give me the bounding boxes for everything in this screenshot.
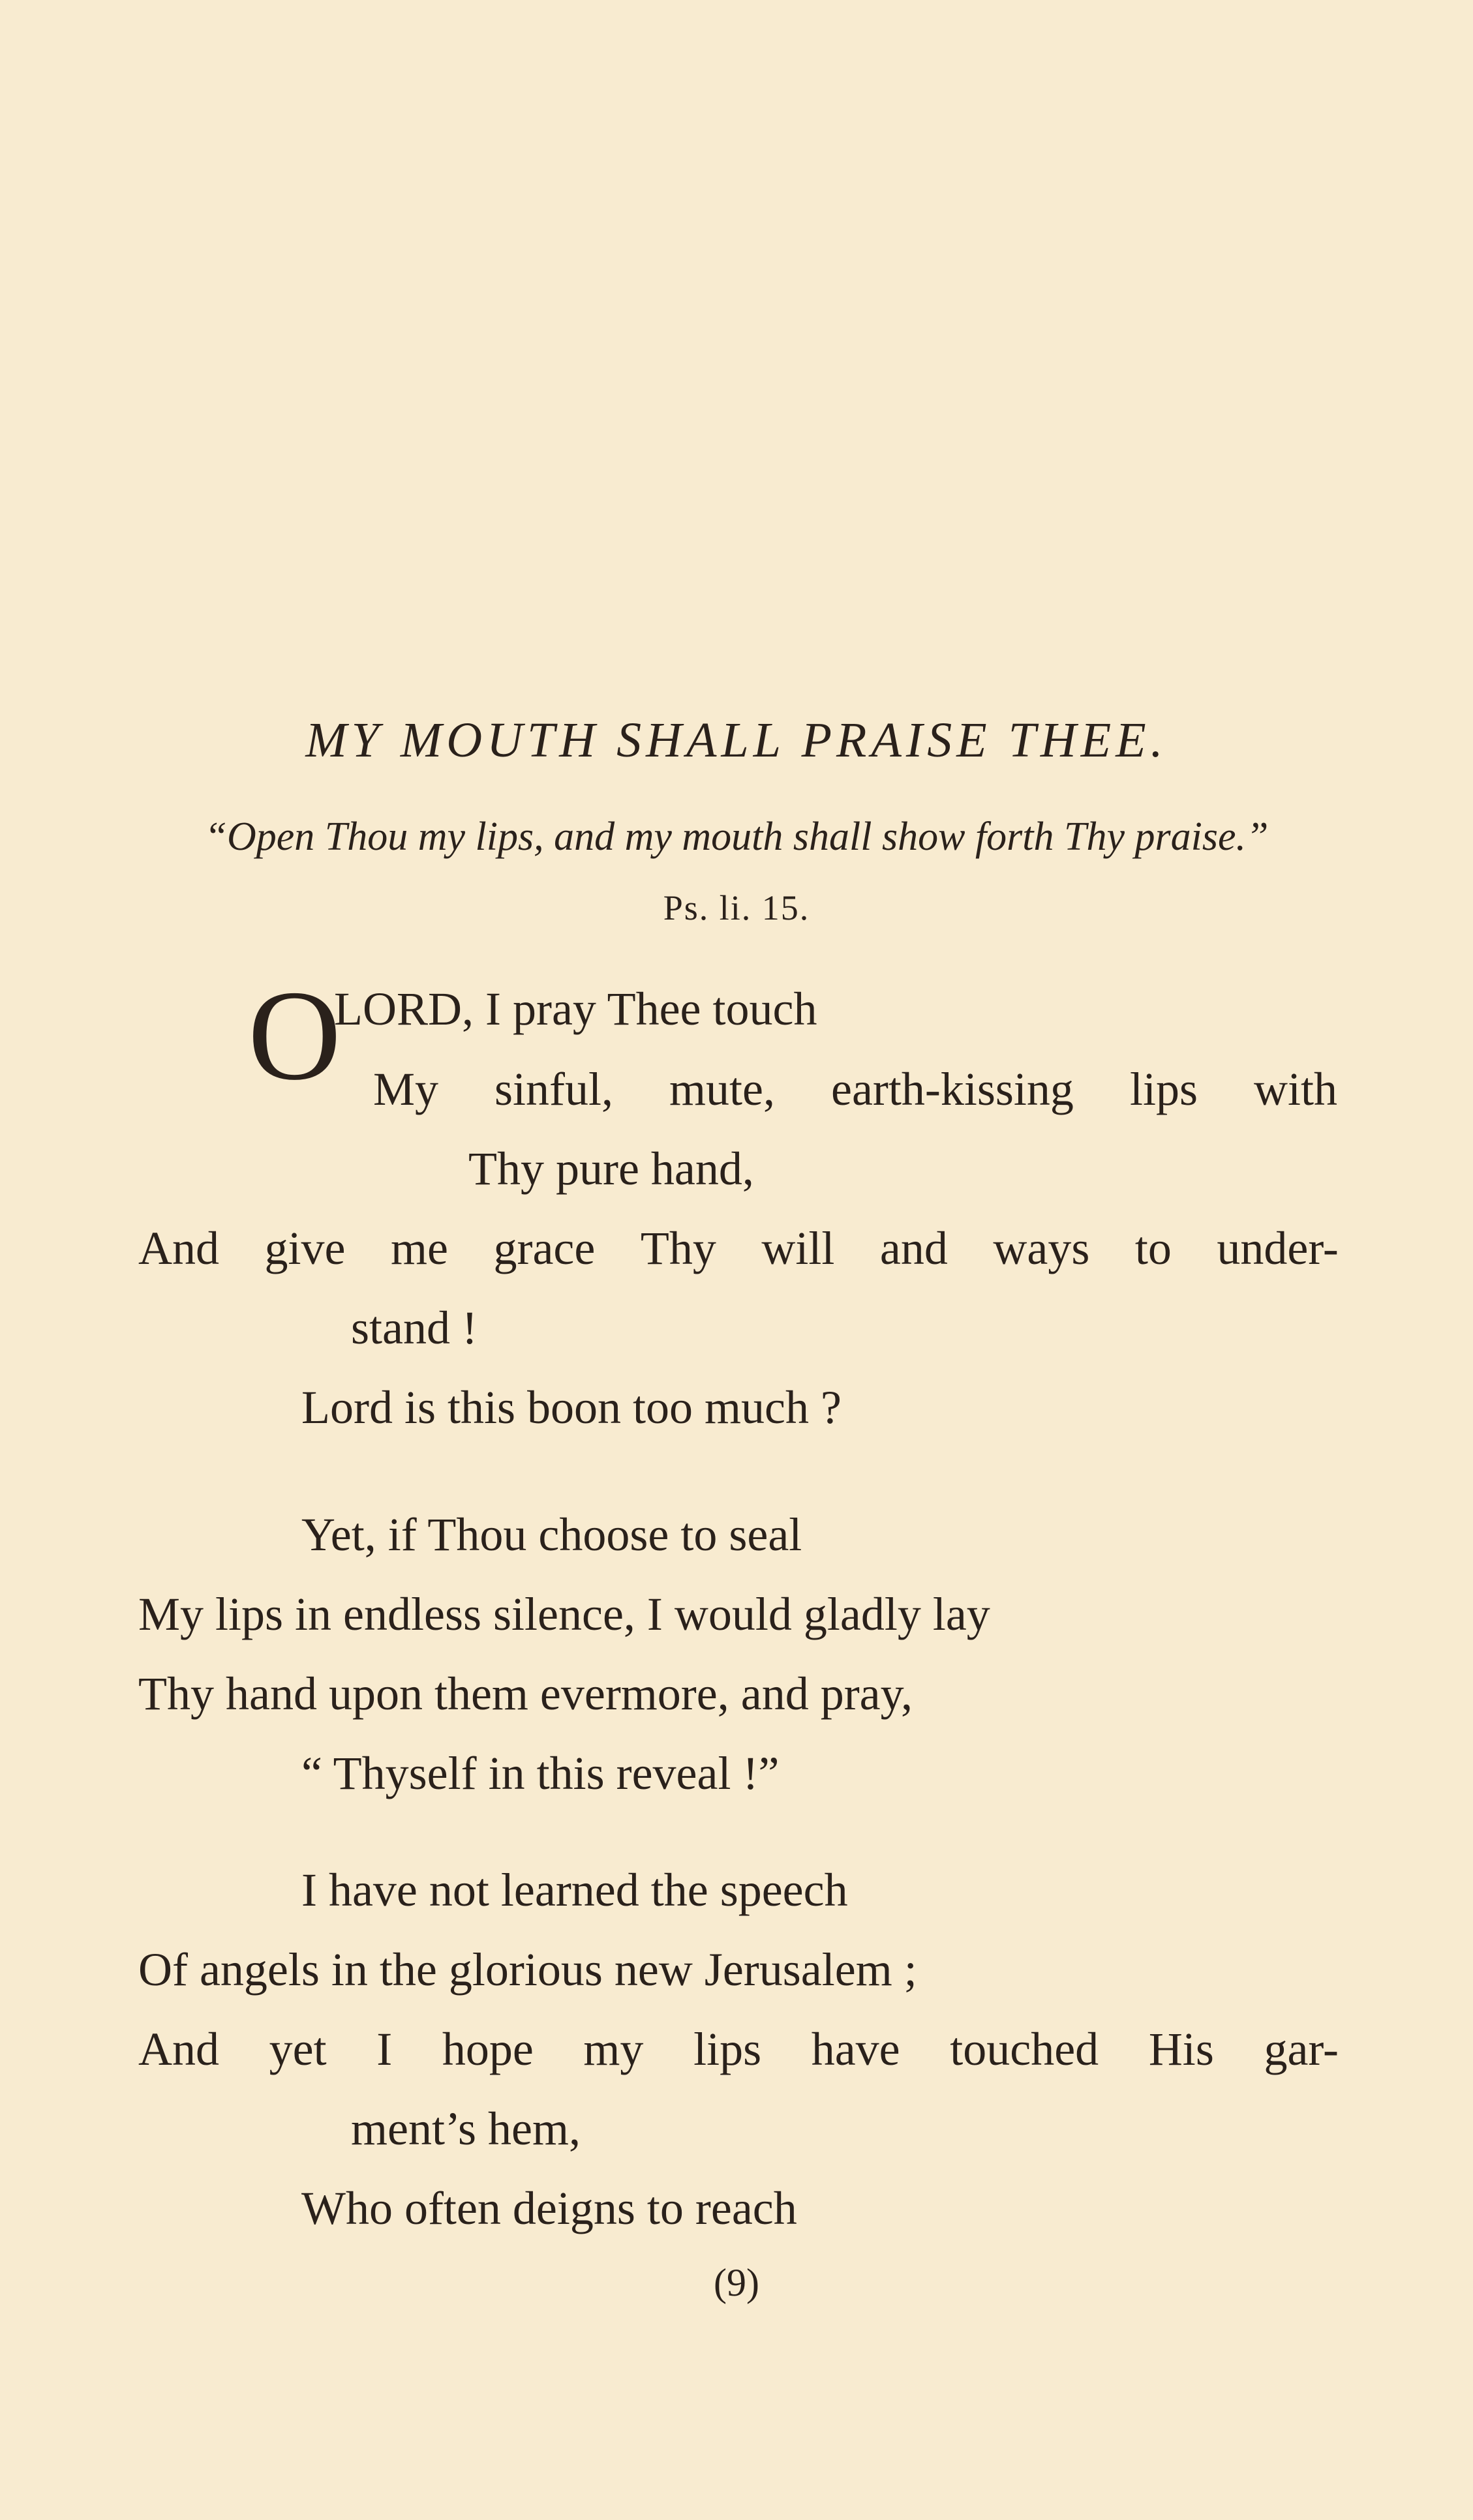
- stanza3-line2: Of angels in the glorious new Jerusalem ;: [138, 1943, 917, 1996]
- word: hope: [442, 2023, 534, 2075]
- word: His: [1148, 2023, 1214, 2075]
- word: and: [879, 1222, 948, 1274]
- word: mute,: [669, 1063, 776, 1115]
- stanza3-line1: I have not learned the speech: [301, 1864, 848, 1916]
- stanza3-line5: Who often deigns to reach: [301, 2182, 797, 2234]
- stanza3-line3: [138, 2017, 1339, 2082]
- word: with: [1253, 1063, 1337, 1115]
- stanza2-line1: Yet, if Thou choose to seal: [301, 1508, 802, 1561]
- word: lips: [1129, 1063, 1198, 1115]
- stanza1-line4: [138, 1216, 1339, 1281]
- word: Thy: [640, 1222, 716, 1274]
- word: yet: [269, 2023, 327, 2075]
- stanza3-line4: ment’s hem,: [351, 2103, 581, 2155]
- stanza2-line3: Thy hand upon them evermore, and pray,: [138, 1668, 913, 1720]
- epigraph-quote: “Open Thou my lips, and my mouth shall show forth Thy praise.”: [204, 815, 1269, 859]
- word: under-: [1217, 1222, 1339, 1274]
- word: my: [583, 2023, 644, 2075]
- stanza1-line1: LORD, I pray Thee touch: [334, 983, 817, 1035]
- stanza2-line4: “ Thyself in this reveal !”: [301, 1747, 780, 1799]
- page-number: (9): [714, 2261, 759, 2304]
- epigraph-citation: Ps. li. 15.: [663, 888, 810, 927]
- stanza1-line3: Thy pure hand,: [468, 1143, 754, 1195]
- word: have: [811, 2023, 900, 2075]
- word: gar-: [1264, 2023, 1339, 2075]
- stanza1-line2: [373, 1057, 1337, 1122]
- word: touched: [950, 2023, 1099, 2075]
- stanza2-line2: My lips in endless silence, I would gladly lay: [138, 1588, 990, 1640]
- word: My: [373, 1063, 439, 1115]
- poem-title: MY MOUTH SHALL PRAISE THEE.: [305, 713, 1168, 768]
- word: And: [138, 2023, 219, 2075]
- drop-cap: O: [248, 964, 341, 1107]
- word: me: [391, 1222, 448, 1274]
- word: lips: [693, 2023, 762, 2075]
- word: will: [761, 1222, 835, 1274]
- word: earth-kissing: [831, 1063, 1074, 1115]
- word: give: [264, 1222, 346, 1274]
- word: to: [1134, 1222, 1172, 1274]
- word: grace: [493, 1222, 596, 1274]
- stanza1-line6: Lord is this boon too much ?: [301, 1381, 842, 1433]
- word: And: [138, 1222, 219, 1274]
- word: ways: [993, 1222, 1090, 1274]
- stanza1-line5: stand !: [351, 1302, 478, 1354]
- word: sinful,: [494, 1063, 614, 1115]
- word: I: [376, 2023, 393, 2075]
